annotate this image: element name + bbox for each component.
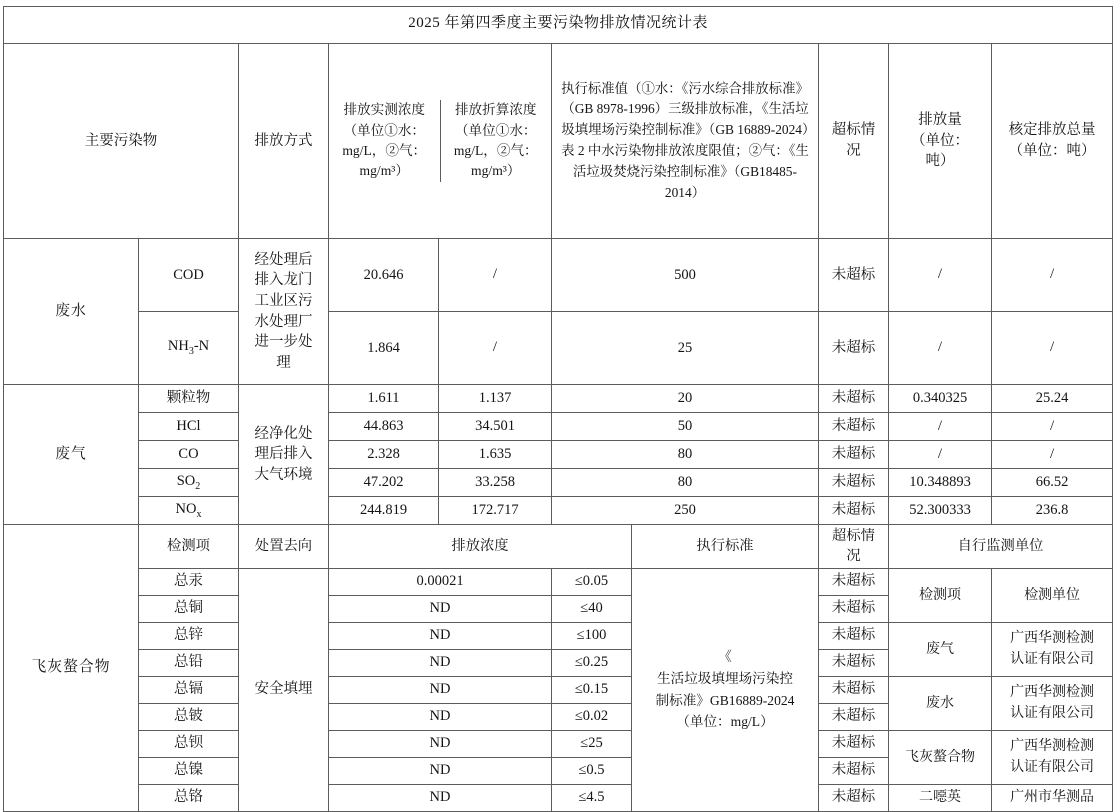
monitor-unit-2-line-1: 广西华测检测 [1010,739,1095,755]
flyash-item-5: 总铍 [139,703,239,730]
flyash-exceed-0: 未超标 [819,568,889,595]
table-row [4,784,1113,811]
pollutant-particulate: 颗粒物 [139,385,239,413]
flyash-item-1: 总铜 [139,595,239,622]
monitor-unit-1-line-2: 认证有限公司 [1010,706,1095,722]
table-row [4,413,1113,441]
header-measured-line-1: 排放实测浓度 [343,102,426,118]
flyash-exceed-5: 未超标 [819,703,889,730]
header-discharge-mode: 排放方式 [239,44,329,239]
exceed-co: 未超标 [819,441,889,469]
monitor-item-1: 废水 [889,676,992,730]
flyash-value-2: ND [329,622,552,649]
flyash-standard-line-1: 《 [718,649,732,665]
section-label-wastegas: 废气 [4,385,139,525]
flyash-limit-7: ≤0.5 [552,757,632,784]
flyash-standard-line-4: （单位：mg/L） [676,714,774,730]
header-converted-line-2: （单位①水： [454,122,537,138]
standard-so2: 80 [552,469,819,497]
exceed-hcl: 未超标 [819,413,889,441]
monitor-unit-2 [992,730,1113,784]
converted-cod: / [439,239,552,312]
approved-particulate: 25.24 [992,385,1113,413]
flyash-limit-5: ≤0.02 [552,703,632,730]
header-converted-line-3: mg/L，②气： [453,143,538,158]
amount-cod: / [889,239,992,312]
subheader-exceed-line-1: 超标情 [832,528,875,544]
measured-hcl: 44.863 [329,413,439,441]
exceed-particulate: 未超标 [819,385,889,413]
approved-hcl: / [992,413,1113,441]
standard-cod: 500 [552,239,819,312]
table-row [4,497,1113,525]
table-row [4,568,1113,595]
header-measured-line-4: mg/m³） [359,163,409,179]
subheader-disposal: 处置去向 [239,525,329,569]
measured-cod: 20.646 [329,239,439,312]
flyash-item-0: 总汞 [139,568,239,595]
monitor-item-0: 废气 [889,622,992,676]
subheader-self-monitor-unit: 自行监测单位 [889,525,1113,569]
table-row [4,239,1113,312]
exceed-so2: 未超标 [819,469,889,497]
discharge-mode-wastegas: 经净化处理后排入大气环境 [239,385,329,525]
approved-so2: 66.52 [992,469,1113,497]
flyash-exceed-8: 未超标 [819,784,889,811]
subheader-exceed [819,525,889,569]
table-row [4,469,1113,497]
header-measured-line-2: （单位①水： [343,122,426,138]
table-row [4,441,1113,469]
flyash-exceed-3: 未超标 [819,649,889,676]
exceed-nox: 未超标 [819,497,889,525]
measured-so2: 47.202 [329,469,439,497]
flyash-limit-3: ≤0.25 [552,649,632,676]
standard-nh3n: 25 [552,312,819,385]
flyash-item-4: 总镉 [139,676,239,703]
subheader-exceed-line-2: 况 [846,548,861,565]
flyash-exceed-2: 未超标 [819,622,889,649]
approved-nox: 236.8 [992,497,1113,525]
pollutant-so2: $SO_2$ [139,469,239,497]
header-amount-line-2: （单位： [911,132,969,149]
header-amount-line-1: 排放量 [918,112,962,129]
exceed-cod: 未超标 [819,239,889,312]
table-header-row [4,44,1113,239]
flyash-value-0: 0.00021 [329,568,552,595]
measured-nh3n: 1.864 [329,312,439,385]
converted-co: 1.635 [439,441,552,469]
flyash-value-7: ND [329,757,552,784]
converted-particulate: 1.137 [439,385,552,413]
standard-co: 80 [552,441,819,469]
monitor-item-2: 飞灰螯合物 [889,730,992,784]
header-discharge-amount [889,44,992,239]
standard-hcl: 50 [552,413,819,441]
approved-co: / [992,441,1113,469]
flyash-value-3: ND [329,649,552,676]
header-converted-line-1: 排放折算浓度 [454,102,537,118]
approved-cod: / [992,239,1113,312]
header-measured-concentration [329,44,552,239]
flyash-value-5: ND [329,703,552,730]
amount-so2: 10.348893 [889,469,992,497]
amount-nh3n: / [889,312,992,385]
pollutant-nh3n: $NH_3-N$ [139,312,239,385]
flyash-item-7: 总镍 [139,757,239,784]
subheader-test-item: 检测项 [139,525,239,569]
converted-nox: 172.717 [439,497,552,525]
section-label-wastewater: 废水 [4,239,139,385]
flyash-exceed-4: 未超标 [819,676,889,703]
flyash-limit-6: ≤25 [552,730,632,757]
pollutant-hcl: HCl [139,413,239,441]
monitor-col-item-header: 检测项 [889,568,992,622]
exceed-nh3n: 未超标 [819,312,889,385]
amount-nox: 52.300333 [889,497,992,525]
flyash-subheader-row [4,525,1113,569]
flyash-limit-2: ≤100 [552,622,632,649]
flyash-limit-8: ≤4.5 [552,784,632,811]
header-approved-line-1: 核定排放总量 [1008,122,1096,139]
header-converted-line-4: mg/m³） [471,163,521,179]
monitor-unit-0 [992,622,1113,676]
header-exceed-line-2: 况 [846,143,861,159]
header-exceed-line-1: 超标情 [831,122,876,139]
flyash-value-1: ND [329,595,552,622]
pollutant-emission-table [3,6,1113,812]
section-label-flyash: 飞灰螯合物 [4,525,139,812]
standard-nox: 250 [552,497,819,525]
flyash-disposal: 安全填埋 [239,568,329,811]
flyash-exceed-1: 未超标 [819,595,889,622]
monitor-unit-3: 广州市华测品 [992,784,1113,811]
flyash-limit-0: ≤0.05 [552,568,632,595]
flyash-item-6: 总钡 [139,730,239,757]
converted-so2: 33.258 [439,469,552,497]
flyash-standard-line-2: 生活垃圾填埋场污染控 [657,670,793,686]
table-row [4,676,1113,703]
amount-hcl: / [889,413,992,441]
converted-hcl: 34.501 [439,413,552,441]
header-pollutant: 主要污染物 [4,44,239,239]
monitor-unit-2-line-2: 认证有限公司 [1010,760,1095,776]
amount-particulate: 0.340325 [889,385,992,413]
flyash-standard-line-3: 制标准》GB16889-2024 [655,692,795,708]
flyash-value-6: ND [329,730,552,757]
monitor-unit-0-line-1: 广西华测检测 [1010,631,1095,647]
flyash-exceed-7: 未超标 [819,757,889,784]
subheader-standard: 执行标准 [632,525,819,569]
header-approved-line-2: （单位：吨） [1008,143,1096,159]
flyash-item-2: 总锌 [139,622,239,649]
monitor-unit-0-line-2: 认证有限公司 [1010,652,1095,668]
flyash-value-8: ND [329,784,552,811]
header-standard-value: 执行标准值（①水：《污水综合排放标准》（GB 8978-1996）三级排放标准，《生活垃圾填埋场污染控制标准》（GB 16889-2024）表 2 中水污染物排放浓度限值；②气：《生活垃圾焚烧污染控制标准》（GB18485-2014） [552,44,819,239]
page-title: 2025 年第四季度主要污染物排放情况统计表 [4,7,1113,44]
pollutant-co: CO [139,441,239,469]
flyash-limit-1: ≤40 [552,595,632,622]
table-row [4,730,1113,757]
measured-particulate: 1.611 [329,385,439,413]
pollutant-nox: $NO_x$ [139,497,239,525]
flyash-value-4: ND [329,676,552,703]
header-amount-line-3: 吨） [925,153,955,170]
title-row [4,7,1113,44]
header-measured-line-3: mg/L，②气： [342,143,427,158]
measured-nox: 244.819 [329,497,439,525]
monitor-item-3: 二噁英 [889,784,992,811]
table-row [4,622,1113,649]
measured-co: 2.328 [329,441,439,469]
header-approved-total [992,44,1113,239]
converted-nh3n: / [439,312,552,385]
table-row [4,312,1113,385]
flyash-item-8: 总铬 [139,784,239,811]
monitor-unit-1-line-1: 广西华测检测 [1010,685,1095,701]
discharge-mode-wastewater: 经处理后排入龙门工业区污水处理厂进一步处理 [239,239,329,385]
subheader-concentration: 排放浓度 [329,525,632,569]
monitor-col-unit-header: 检测单位 [992,568,1113,622]
amount-co: / [889,441,992,469]
monitor-unit-1 [992,676,1113,730]
approved-nh3n: / [992,312,1113,385]
flyash-exceed-6: 未超标 [819,730,889,757]
table-row [4,385,1113,413]
flyash-item-3: 总铅 [139,649,239,676]
flyash-limit-4: ≤0.15 [552,676,632,703]
standard-particulate: 20 [552,385,819,413]
header-exceed-status [819,44,889,239]
pollutant-cod: COD [139,239,239,312]
